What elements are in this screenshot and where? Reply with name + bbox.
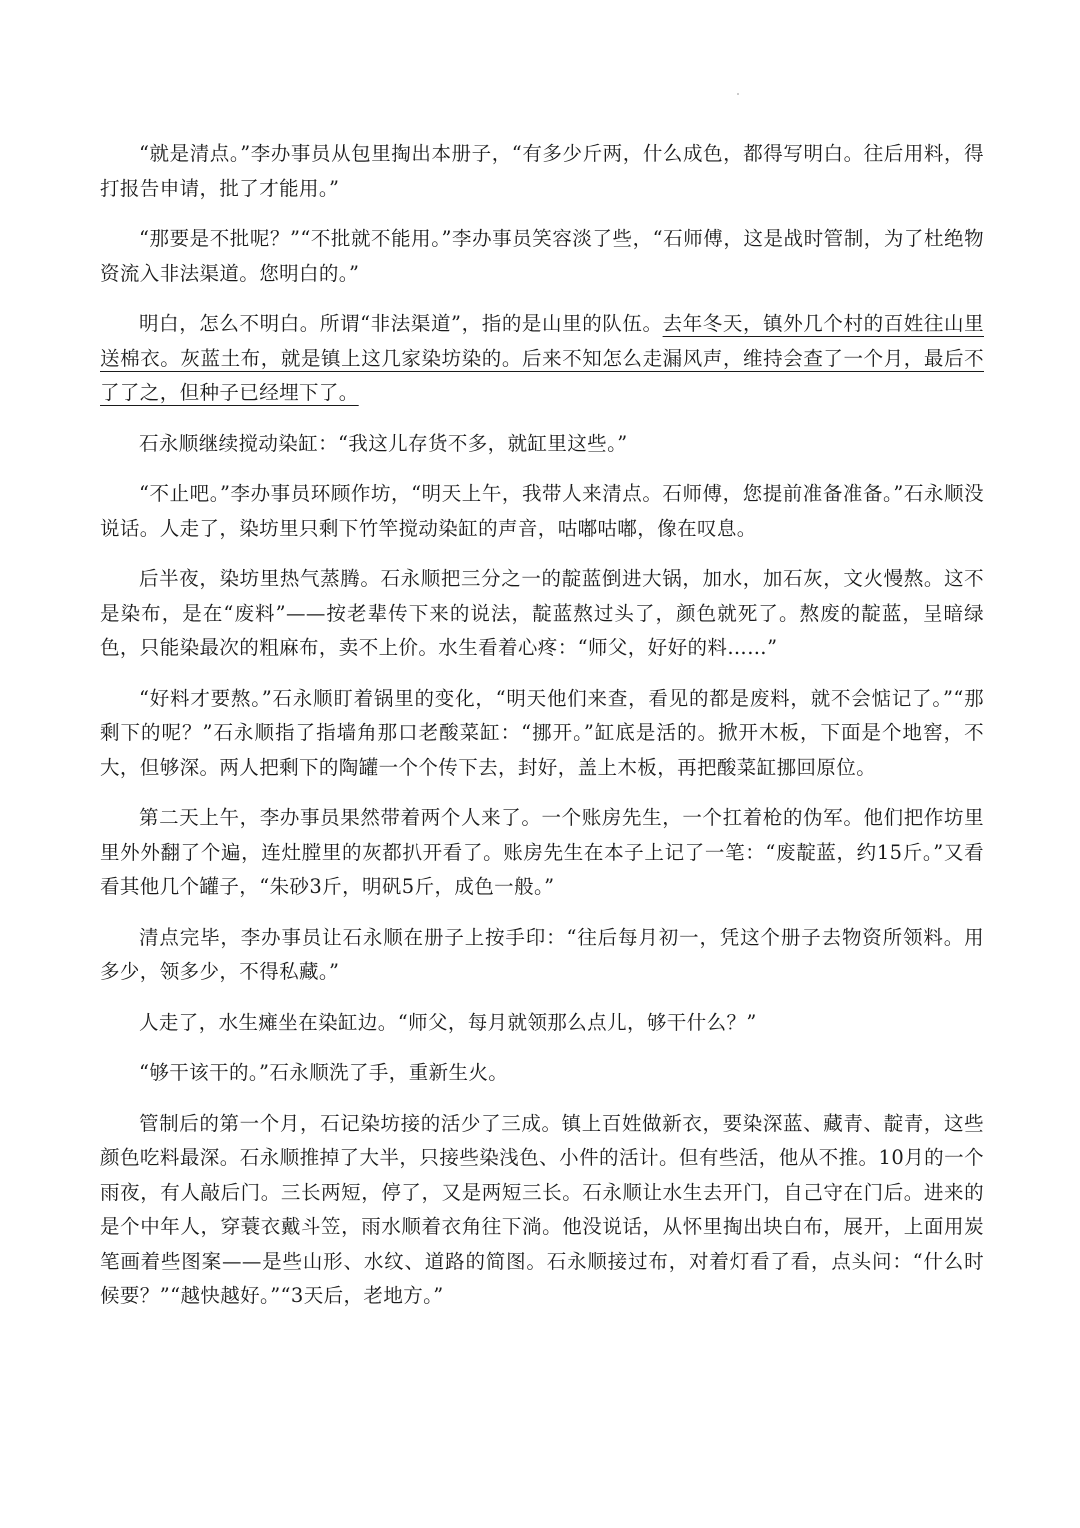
paragraph-7: [100, 682, 984, 786]
paragraph-7-text: “好料才要熬。”石永顺盯着锅里的变化，“明天他们来查，看见的都是废料，就不会惦记了。”“那剩下的呢？”石永顺指了指墙角那口老酸菜缸：“挪开。”缸底是活的。掀开木板，下面是个地窖，不大，但够深。两人把剩下的陶罐一个个传下去，封好，盖上木板，再把酸菜缸挪回原位。: [100, 686, 984, 779]
scan-speck: [737, 93, 739, 95]
paragraph-8-text: 第二天上午，李办事员果然带着两个人来了。一个账房先生，一个扛着枪的伪军。他们把作坊里里外外翻了个遍，连灶膛里的灰都扒开看了。账房先生在本子上记了一笔：“废靛蓝，约15斤。”又看看其他几个罐子，“朱砂3斤，明矾5斤，成色一般。”: [100, 806, 984, 898]
paragraph-3-underlined-text: 去年冬天，镇外几个村的百姓往山里送棉衣。灰蓝土布，就是镇上这几家染坊染的。后来不知怎么走漏风声，维持会查了一个月，最后不了了之，但种子已经埋下了。: [100, 312, 984, 404]
paragraph-2-text: “那要是不批呢？”“不批就不能用。”李办事员笑容淡了些，“石师傅，这是战时管制，为了杜绝物资流入非法渠道。您明白的。”: [100, 227, 984, 285]
paragraph-10: [100, 1006, 984, 1041]
paragraph-6-text: 后半夜，染坊里热气蒸腾。石永顺把三分之一的靛蓝倒进大锅，加水，加石灰，文火慢熬。这不是染布，是在“废料”——按老辈传下来的说法，靛蓝熬过头了，颜色就死了。熬废的靛蓝，呈暗绿色，只能染最次的粗麻布，卖不上价。水生看着心疼：“师父，好好的料……”: [100, 567, 984, 659]
paragraph-5-text: “不止吧。”李办事员环顾作坊，“明天上午，我带人来清点。石师傅，您提前准备准备。”石永顺没说话。人走了，染坊里只剩下竹竿搅动染缸的声音，咕嘟咕嘟，像在叹息。: [100, 482, 984, 540]
paragraph-10-text: 人走了，水生瘫坐在染缸边。“师父，每月就领那么点儿，够干什么？”: [139, 1010, 757, 1034]
paragraph-9: [100, 921, 984, 990]
paragraph-3: [100, 307, 984, 411]
paragraph-4: [100, 427, 984, 462]
paragraph-8: [100, 801, 984, 905]
paragraph-1: [100, 137, 984, 206]
paragraph-4-text: 石永顺继续搅动染缸：“我这儿存货不多，就缸里这些。”: [139, 431, 628, 455]
paragraph-1-text: “就是清点。”李办事员从包里掏出本册子，“有多少斤两，什么成色，都得写明白。往后用料，得打报告申请，批了才能用。”: [100, 142, 984, 200]
paragraph-5: [100, 477, 984, 546]
paragraph-2: [100, 222, 984, 291]
document-body: [100, 137, 984, 1330]
paragraph-11: [100, 1056, 984, 1091]
paragraph-12-text: 管制后的第一个月，石记染坊接的活少了三成。镇上百姓做新衣，要染深蓝、藏青、靛青，这些颜色吃料最深。石永顺推掉了大半，只接些染浅色、小件的活计。但有些活，他从不推。10月的一个雨夜，有人敲后门。三长两短，停了，又是两短三长。石永顺让水生去开门，自己守在门后。进来的是个中年人，穿蓑衣戴斗笠，雨水顺着衣角往下淌。他没说话，从怀里掏出块白布，展开，上面用炭笔画着些图案——是些山形、水纹、道路的简图。石永顺接过布，对着灯看了看，点头问：“什么时候要？”“越快越好。”“3天后，老地方。”: [100, 1111, 984, 1307]
paragraph-12: [100, 1107, 984, 1314]
paragraph-3-text: 明白，怎么不明白。所谓“非法渠道”，指的是山里的队伍。: [139, 312, 663, 335]
paragraph-11-text: “够干该干的。”石永顺洗了手，重新生火。: [139, 1061, 509, 1084]
paragraph-9-text: 清点完毕，李办事员让石永顺在册子上按手印：“往后每月初一，凭这个册子去物资所领料。用多少，领多少，不得私藏。”: [100, 925, 984, 983]
paragraph-6: [100, 562, 984, 666]
